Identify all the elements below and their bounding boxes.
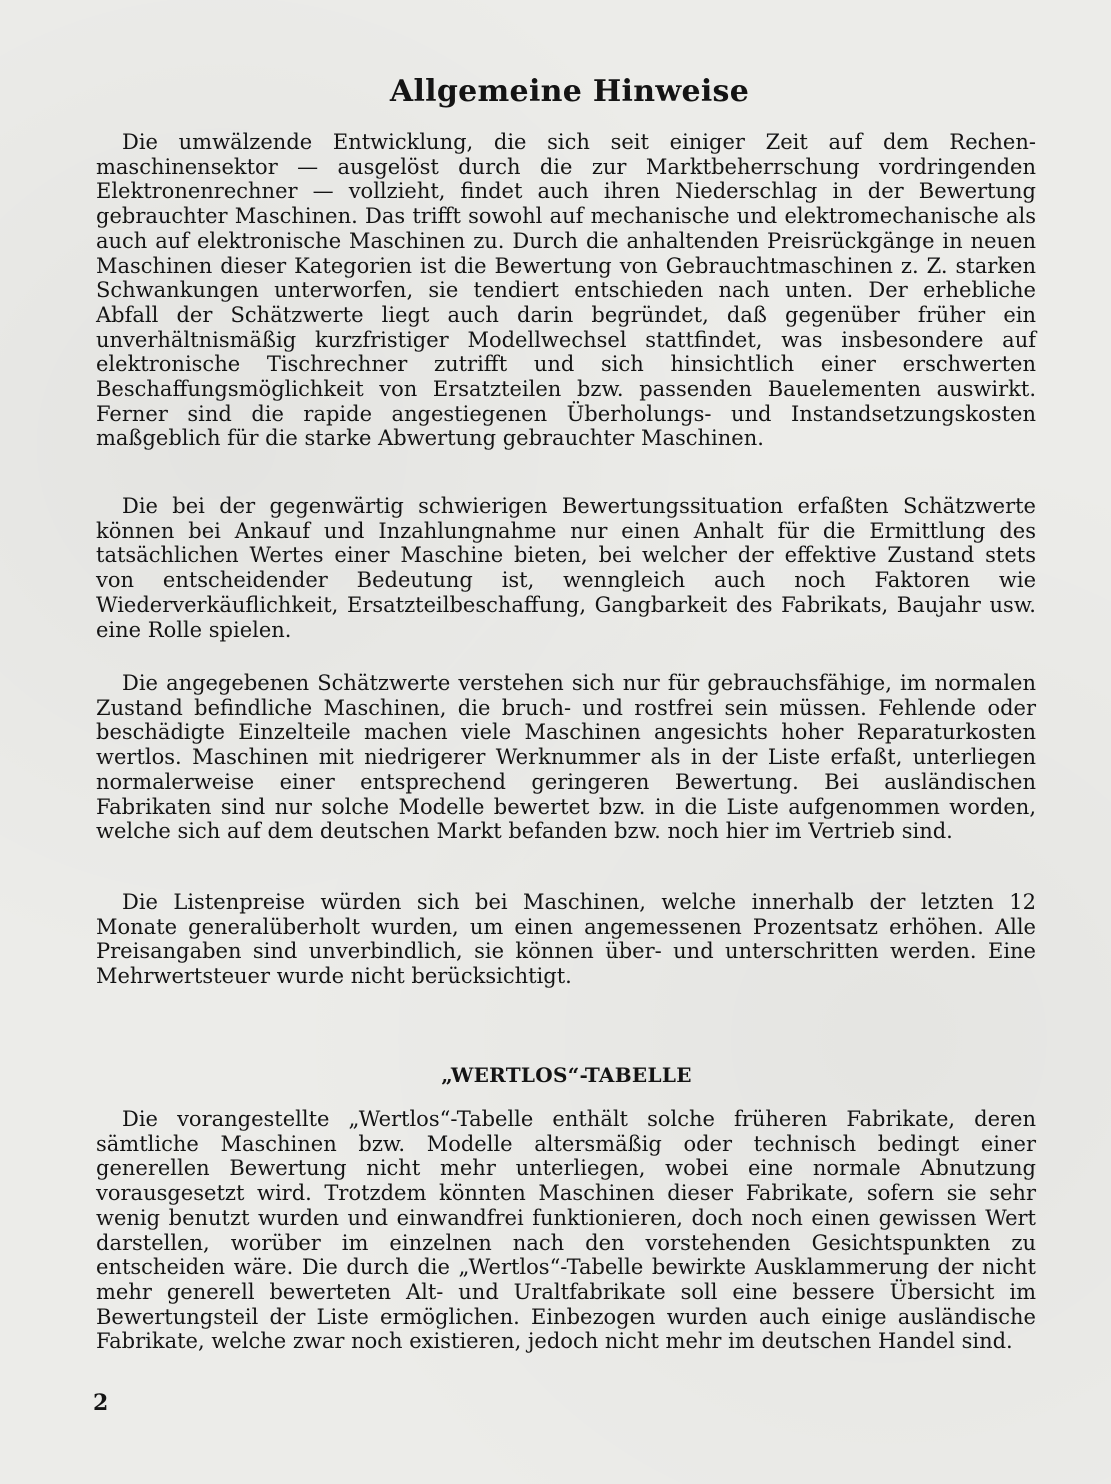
paragraph-development: Die umwälzende Entwicklung, die sich seit einiger Zeit auf dem Rechenmaschinensektor — ausgelöst durch die zur Marktbeherrschung vordringenden Elektronenrechner — vollzieht, findet auch ihren Niederschlag in der Bewertung gebrauchter Maschinen. Das trifft sowohl auf mechanische und elektromechanische als auch auf elektronische Maschinen zu. Durch die anhaltenden Preisrückgänge in neuen Maschinen dieser Kategorien ist die Bewertung von Gebrauchtmaschinen z. Z. starken Schwankungen unterworfen, sie tendiert entschieden nach unten. Der erhebliche Abfall der Schätzwerte liegt auch darin begründet, daß gegenüber früher ein unverhältnismäßig kurzfristiger Modellwechsel stattfindet, was insbesondere auf elektronische Tischrechner zutrifft und sich hinsichtlich einer erschwerten Beschaffungsmöglichkeit von Ersatzteilen bzw. passenden Bauelementen auswirkt. Ferner sind die rapide angestiegenen Überholungs- und Instandsetzungskosten maßgeblich für die starke Abwertung gebrauchter Maschinen.: [96, 130, 1036, 451]
section-title: „WERTLOS“-TABELLE: [441, 1063, 692, 1087]
paragraph-condition: Die angegebenen Schätzwerte verstehen sich nur für gebrauchsfähige, im normalen Zustand befindliche Maschinen, die bruch- und rostfrei sein müssen. Fehlende oder beschädigte Einzelteile machen viele Maschinen angesichts hoher Reparaturkosten wertlos. Maschinen mit niedrigerer Werknummer als in der Liste erfaßt, unterliegen normalerweise einer entsprechend geringeren Bewertung. Bei ausländischen Fabrikaten sind nur solche Modelle bewertet bzw. in die Liste aufgenommen worden, welche sich auf dem deutschen Markt befanden bzw. noch hier im Vertrieb sind.: [96, 671, 1036, 844]
paragraph-list-prices: Die Listenpreise würden sich bei Maschinen, welche innerhalb der letzten 12 Monate generalüberholt wurden, um einen angemessenen Prozentsatz erhöhen. Alle Preisangaben sind unverbindlich, sie können über- und unterschritten werden. Eine Mehrwertsteuer wurde nicht berücksichtigt.: [96, 890, 1036, 989]
page-number: 2: [93, 1390, 109, 1416]
paragraph-valuation-situation: Die bei der gegenwärtig schwierigen Bewertungssituation erfaßten Schätzwerte können bei Ankauf und Inzahlungnahme nur einen Anhalt für die Ermittlung des tatsächlichen Wertes einer Maschine bieten, bei welcher der effektive Zustand stets von entscheidender Bedeutung ist, wenngleich auch noch Faktoren wie Wiederverkäuflichkeit, Ersatzteilbeschaffung, Gangbarkeit des Fabrikats, Baujahr usw. eine Rolle spielen.: [96, 494, 1036, 642]
page-title: Allgemeine Hinweise: [389, 74, 750, 109]
paragraph-wertlos-table: Die vorangestellte „Wertlos“-Tabelle enthält solche früheren Fabrikate, deren sämtliche Maschinen bzw. Modelle altersmäßig oder technisch bedingt einer generellen Bewertung nicht mehr unterliegen, wobei eine normale Abnutzung vorausgesetzt wird. Trotzdem könnten Maschinen dieser Fabrikate, sofern sie sehr wenig benutzt wurden und einwandfrei funktionieren, doch noch einen gewissen Wert darstellen, worüber im einzelnen nach den vorstehenden Gesichtspunkten zu entscheiden wäre. Die durch die „Wertlos“-Tabelle bewirkte Ausklammerung der nicht mehr generell bewerteten Alt- und Uraltfabrikate soll eine bessere Übersicht im Bewertungsteil der Liste ermöglichen. Einbezogen wurden auch einige ausländische Fabrikate, welche zwar noch existieren, jedoch nicht mehr im deutschen Handel sind.: [96, 1107, 1036, 1354]
